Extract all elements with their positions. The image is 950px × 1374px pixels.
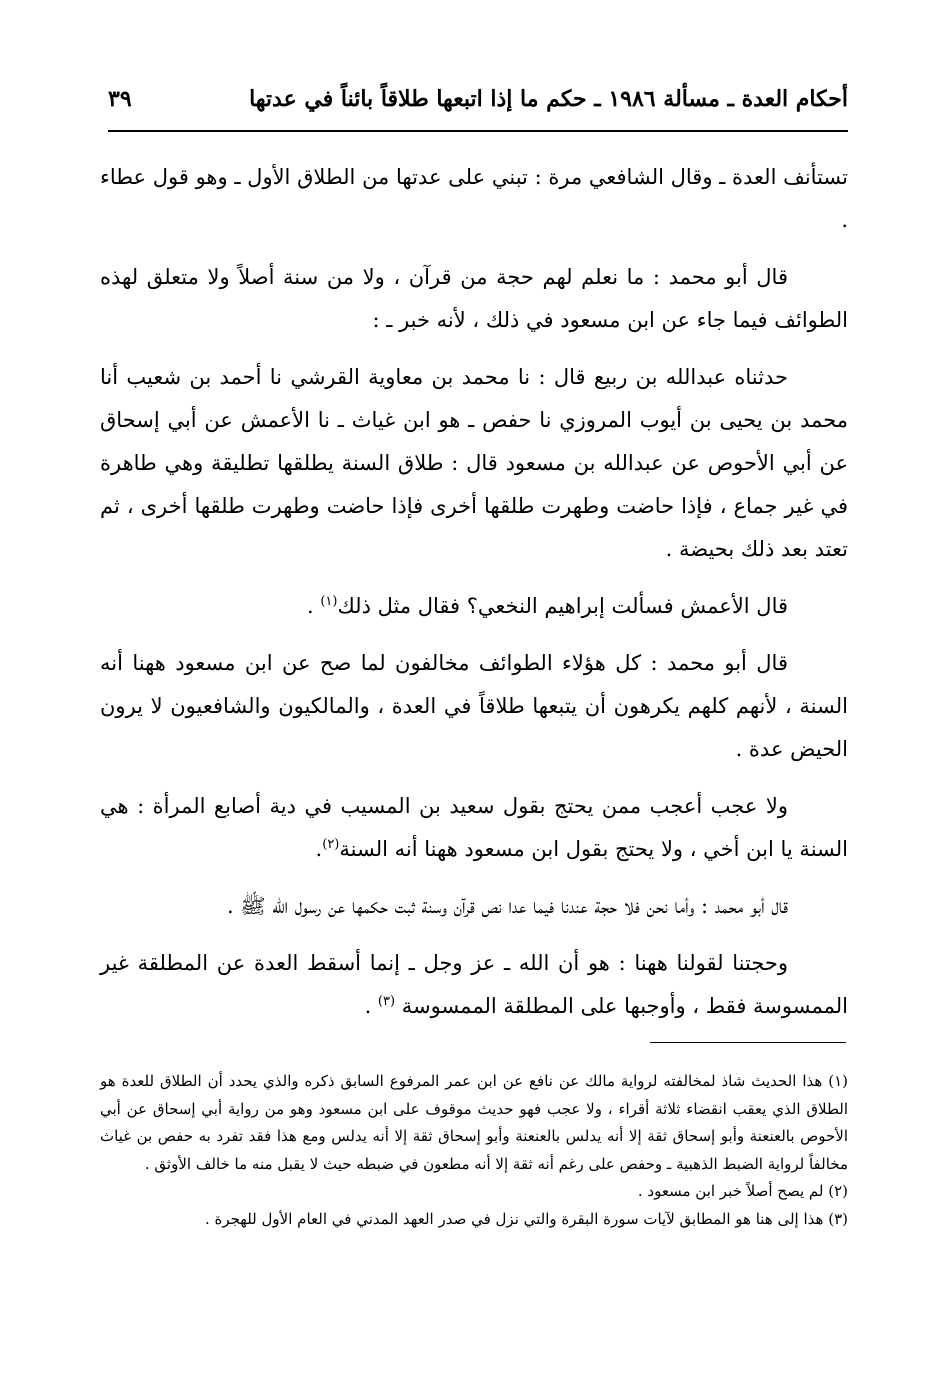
- paragraph-text: تستأنف العدة ـ وقال الشافعي مرة : تبني على عدتها من الطلاق الأول ـ وهو قول عطاء .: [100, 165, 848, 232]
- footnote-marker: (١): [320, 594, 338, 609]
- paragraph-text: .: [306, 594, 321, 618]
- running-title: أحكام العدة ـ مسألة ١٩٨٦ ـ حكم ما إذا اتبعها طلاقاً بائناً في عدتها: [249, 86, 848, 112]
- paragraph: [100, 942, 848, 1028]
- paragraph: [100, 642, 848, 771]
- footnote: (٢) لم يصح أصلاً خبر ابن مسعود .: [637, 1182, 848, 1200]
- paragraph-text: قال أبو محمد : كل هؤلاء الطوائف مخالفون لما صح عن ابن مسعود ههنا أنه السنة ، لأنهم كلهم يكرهون أن يتبعها طلاقاً في العدة ، والمالكيون والشافعيون لا يرون الحيض عدة .: [100, 651, 848, 761]
- footnote: (٣) هذا إلى هنا هو المطابق لآيات سورة البقرة والتي نزل في صدر العهد المدني في العام الأول للهجرة .: [204, 1209, 848, 1228]
- paragraph: [100, 256, 848, 342]
- footnote: (١) هذا الحديث شاذ لمخالفته لرواية مالك عن نافع عن ابن عمر المرفوع السابق ذكره والذي يحدد أن الطلاق للعدة هو الطلاق الذي يعقب انقضاء ثلاثة أقراء ، ولا عجب فهو حديث موقوف على ابن مسعود وهو من رواية أبي إسحاق عن أبي الأحوص بالعنعنة وأبو إسحاق ثقة إلا أنه يدلس بالعنعنة وأبو إسحاق ثقة إلا أنه يدلس ومع هذا فقد تفرد به حفص بن غياث مخالفاً لرواية الضبط الذهبية ـ وحفص على رغم أنه ثقة إلا أنه مطعون في ضبطه حيث لا يقبل منه ما خالف الأوثق .: [100, 1072, 849, 1173]
- paragraph-text: .: [364, 994, 378, 1018]
- paragraph-text: قال الأعمش فسألت إبراهيم النخعي؟ فقال مثل ذلك: [337, 594, 788, 618]
- paragraph: [100, 156, 848, 242]
- paragraph: [100, 356, 848, 571]
- page-number: ٣٩: [108, 86, 132, 112]
- paragraph-text: حدثناه عبدالله بن ربيع قال : نا محمد بن معاوية القرشي نا أحمد بن شعيب أنا محمد بن يحيى بن أيوب المروزي نا حفص ـ هو ابن غياث ـ نا الأعمش عن أبي إسحاق عن أبي الأحوص عن عبدالله بن مسعود قال : طلاق السنة يطلقها تطليقة وهي طاهرة في غير جماع ، فإذا حاضت وطهرت طلقها أخرى فإذا حاضت وطهرت طلقها أخرى ، ثم تعتد بعد ذلك بحيضة .: [100, 365, 848, 561]
- paragraph-text: وحجتنا لقولنا ههنا : هو أن الله ـ عز وجل ـ إنما أسقط العدة عن المطلقة غير الممسوسة فقط ، وأوجبها على المطلقة الممسوسة: [100, 951, 848, 1018]
- body-text: [100, 156, 848, 1042]
- paragraph-text: .: [315, 837, 323, 861]
- paragraph-text: قال أبو محمد : وأما نحن فلا حجة عندنا فيما عدا نص قرآن وسنة ثبت حكمها عن رسول الله ﷺ .: [226, 894, 788, 918]
- page-header: [108, 86, 848, 122]
- paragraph: [100, 785, 848, 871]
- footnote-rule: [650, 1042, 846, 1043]
- header-rule: [108, 130, 848, 132]
- paragraph: [100, 885, 848, 928]
- paragraph-text: قال أبو محمد : ما نعلم لهم حجة من قرآن ، ولا من سنة أصلاً ولا متعلق لهذه الطوائف فيما جاء عن ابن مسعود في ذلك ، لأنه خبر ـ :: [100, 265, 848, 332]
- paragraph: [100, 585, 848, 628]
- footnote-marker: (٣): [377, 994, 396, 1009]
- paragraph-text: ولا عجب أعجب ممن يحتج بقول سعيد بن المسيب في دية أصابع المرأة : هي السنة يا ابن أخي ، ولا يحتج بقول ابن مسعود ههنا أنه السنة: [100, 794, 848, 861]
- footnotes: [100, 1068, 848, 1233]
- footnote-marker: (٢): [322, 837, 340, 852]
